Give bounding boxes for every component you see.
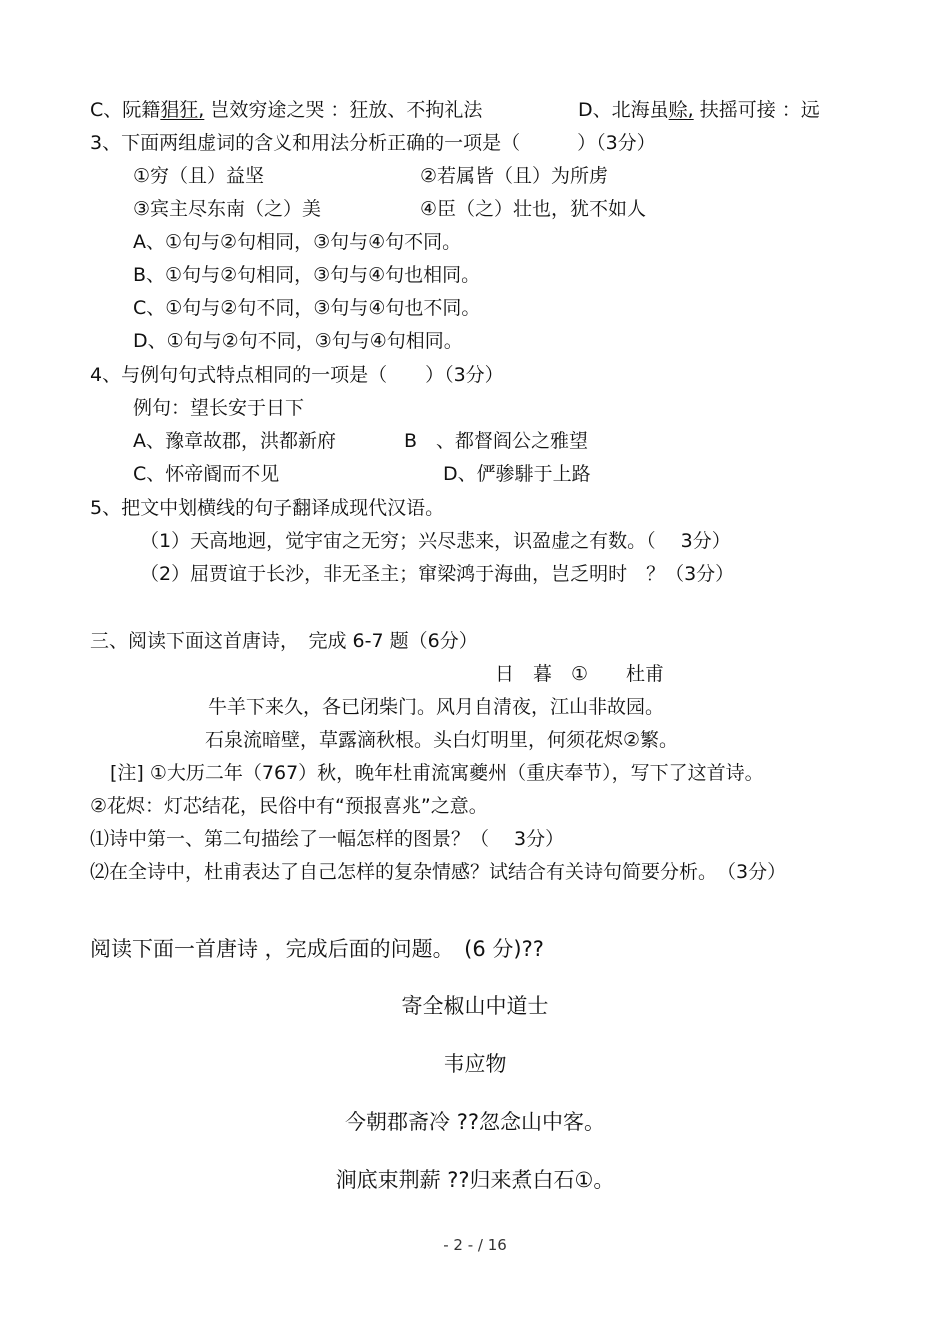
question-4-option-d: D、俨骖騑于上路: [443, 463, 591, 485]
question-3-option-a: A、①句与②句相同，③句与④句不同。: [133, 231, 462, 253]
poem-1-question-2: ⑵在全诗中，杜甫表达了自己怎样的复杂情感？试结合有关诗句简要分析。 （3分）: [90, 861, 787, 883]
question-5: 5、把文中划横线的句子翻译成现代汉语。: [90, 497, 445, 519]
poem-2-line-1: 今朝郡斋冷 ??忽念山中客。: [345, 1110, 605, 1134]
question-5-part-2: （2）屈贾谊于长沙，非无圣主；窜梁鸿于海曲，岂乏明时 ？（3分）: [140, 563, 735, 585]
question-4-example: 例句：望长安于日下: [133, 397, 305, 419]
poem-2-line-2: 涧底束荆薪 ??归来煮白石①。: [335, 1168, 615, 1192]
question-4: 4、与例句句式特点相同的一项是（ ）（3分）: [90, 364, 504, 386]
underlined-word: 赊,: [668, 99, 694, 121]
question-3-option-b: B、①句与②句相同，③句与④句也相同。: [133, 264, 481, 286]
option-d-prefix: D、北海虽: [578, 99, 669, 121]
option-c-prefix: C、阮籍: [90, 99, 161, 121]
question-3: 3、下面两组虚词的含义和用法分析正确的一项是（ ）（3分）: [90, 132, 656, 154]
question-4-option-c: C、怀帝阍而不见: [133, 463, 280, 485]
poem-1-title: 日 暮 ① 杜甫: [495, 663, 665, 685]
poem-1-note-2: ②花烬：灯芯结花，民俗中有“预报喜兆”之意。: [90, 795, 488, 817]
option-c-rest: 岂效穷途之哭 ：狂放、不拘礼法: [210, 99, 483, 121]
poem-1-note-1: [注] ①大历二年（767）秋，晚年杜甫流寓夔州（重庆奉节），写下了这首诗。: [110, 762, 764, 784]
option-d-rest: 扶摇可接 ：远: [699, 99, 820, 121]
poem-1-line-2: 石泉流暗壁，草露滴秋根。头白灯明里，何须花烬②繁。: [205, 729, 679, 751]
option-c-line: [90, 98, 482, 122]
section-4-heading: 阅读下面一首唐诗 ，完成后面的问题。 (6 分)??: [90, 937, 544, 961]
option-d-line: [578, 98, 820, 122]
question-4-option-b: B 、都督阎公之雅望: [404, 430, 589, 452]
page-number: - 2 - / 16: [443, 1236, 507, 1254]
question-4-option-a: A、豫章故郡，洪都新府: [133, 430, 336, 452]
poem-1-line-1: 牛羊下来久，各已闭柴门。风月自清夜，江山非故园。: [208, 696, 665, 718]
poem-1-question-1: ⑴诗中第一、第二句描绘了一幅怎样的图景？（ 3分）: [90, 828, 565, 850]
question-3-option-d: D、①句与②句不同，③句与④句相同。: [133, 330, 463, 352]
question-3-item-3: ③宾主尽东南（之）美: [133, 198, 322, 220]
question-3-item-1: ①穷（且）益坚: [133, 165, 265, 187]
poem-2-title: 寄全椒山中道士: [401, 994, 549, 1018]
underlined-word: 猖狂,: [160, 99, 205, 121]
question-3-item-2: ②若属皆（且）为所虏: [420, 165, 609, 187]
question-5-part-1: （1）天高地迥，觉宇宙之无穷；兴尽悲来，识盈虚之有数。（ 3分）: [140, 530, 731, 552]
question-3-option-c: C、①句与②句不同，③句与④句也不同。: [133, 297, 481, 319]
poem-2-author: 韦应物: [443, 1052, 507, 1076]
question-3-item-4: ④臣（之）壮也，犹不如人: [420, 198, 647, 220]
section-3-heading: 三、阅读下面这首唐诗， 完成 6-7 题（6分）: [90, 630, 478, 652]
